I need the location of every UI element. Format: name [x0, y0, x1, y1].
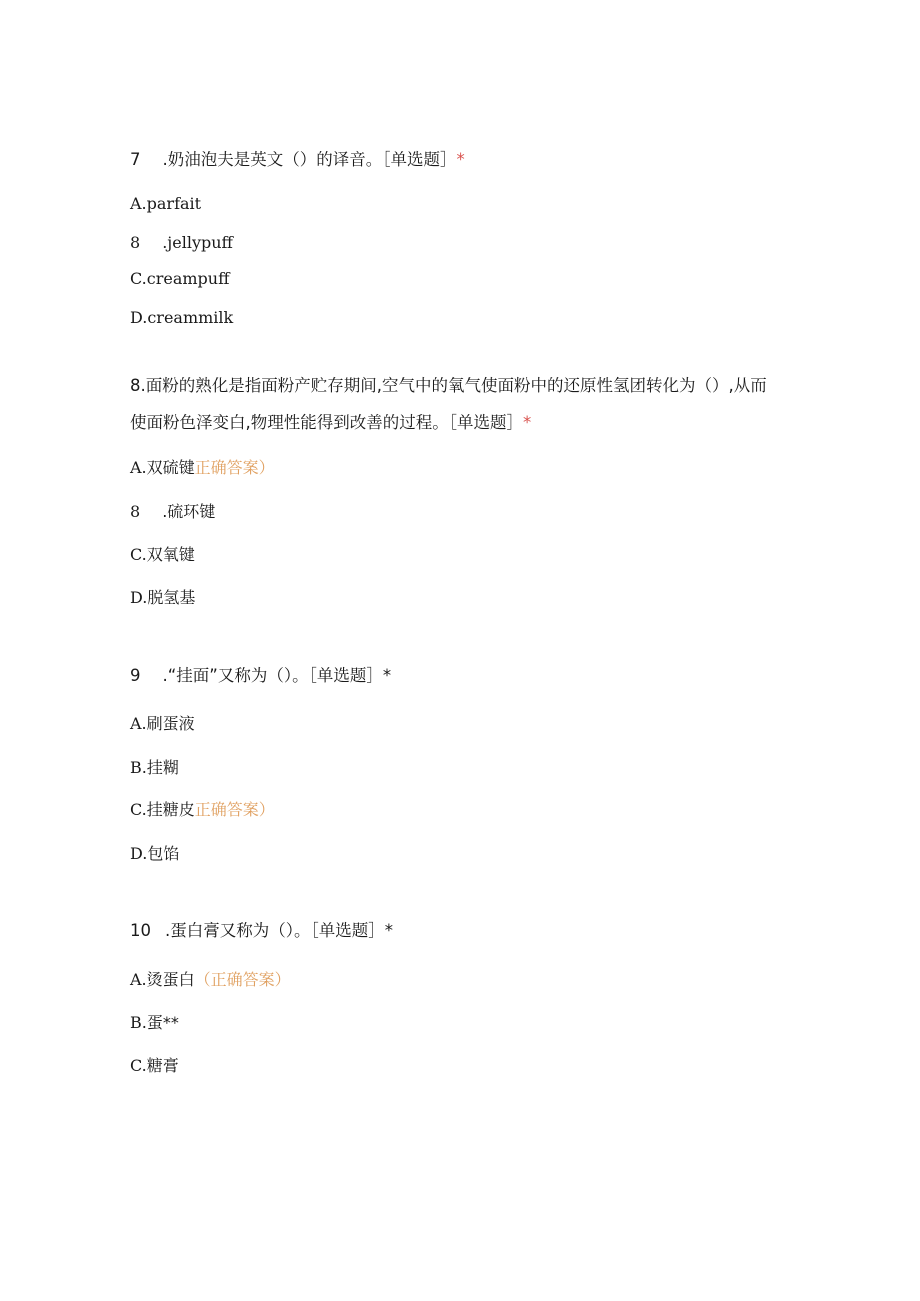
option-text: .jellypuff	[162, 233, 233, 252]
option-10b[interactable]	[130, 1013, 179, 1033]
question-text: .奶油泡夫是英文（）的译音。［单选题］	[162, 150, 457, 169]
required-mark: *	[382, 666, 392, 685]
option-text: 糖膏	[146, 1056, 179, 1075]
question-8-title-line2	[130, 413, 531, 433]
required-mark: *	[523, 413, 532, 432]
option-9c[interactable]	[130, 800, 275, 820]
option-text: 双硫键	[146, 458, 195, 477]
option-text: .硫环键	[162, 502, 216, 521]
option-prefix: B.	[130, 1013, 147, 1032]
option-text: 蛋**	[146, 1013, 179, 1032]
option-text: 包馅	[147, 844, 180, 863]
option-7b[interactable]	[130, 233, 233, 253]
required-mark: *	[456, 150, 465, 169]
question-text: .蛋白膏又称为（）。［单选题］	[165, 921, 385, 940]
question-number: 7	[130, 150, 141, 169]
question-8-title-line1	[130, 376, 767, 396]
option-10a[interactable]	[130, 970, 291, 990]
question-7-title	[130, 150, 465, 170]
question-text: 面粉的熟化是指面粉产贮存期间,空气中的氧气使面粉中的还原性氢团转化为（）,从而	[145, 376, 767, 395]
option-prefix: C.	[130, 800, 147, 819]
option-7c[interactable]	[130, 269, 229, 289]
question-number: 10	[130, 921, 151, 940]
option-text: 挂糊	[146, 758, 179, 777]
option-prefix: A.	[130, 458, 147, 477]
option-prefix: A.	[130, 970, 147, 989]
option-text: creammilk	[147, 308, 234, 327]
question-9-title	[130, 666, 391, 686]
option-8c[interactable]	[130, 545, 195, 565]
option-prefix: A.	[130, 714, 147, 733]
required-mark: *	[384, 921, 393, 940]
correct-answer-tag: 正确答案）	[194, 800, 275, 819]
question-number: 8.	[130, 376, 146, 395]
option-8d[interactable]	[130, 588, 195, 608]
option-prefix: C.	[130, 269, 147, 288]
option-8b[interactable]	[130, 502, 215, 522]
option-prefix: B.	[130, 758, 147, 777]
question-text: .“挂面”又称为（）。［单选题］	[162, 666, 383, 685]
option-prefix: C.	[130, 545, 147, 564]
question-10-title	[130, 921, 393, 941]
option-text: creampuff	[146, 269, 230, 288]
option-7a[interactable]	[130, 194, 201, 214]
option-prefix: C.	[130, 1056, 147, 1075]
option-prefix: D.	[130, 844, 148, 863]
option-text: 双氧键	[146, 545, 195, 564]
option-9a[interactable]	[130, 714, 195, 734]
option-prefix: A.	[130, 194, 147, 213]
option-text: 挂糖皮	[146, 800, 195, 819]
option-text: 刷蛋液	[146, 714, 195, 733]
correct-answer-tag: （正确答案）	[194, 970, 291, 989]
option-10c[interactable]	[130, 1056, 179, 1076]
correct-answer-tag: 正确答案）	[194, 458, 275, 477]
question-text: 使面粉色泽变白,物理性能得到改善的过程。［单选题］	[130, 413, 523, 432]
option-7d[interactable]	[130, 308, 233, 328]
option-prefix: 8	[130, 502, 141, 521]
option-text: parfait	[146, 194, 202, 213]
option-prefix: D.	[130, 308, 148, 327]
option-8a[interactable]	[130, 458, 275, 478]
option-prefix: 8	[130, 233, 141, 252]
question-number: 9	[130, 666, 141, 685]
option-prefix: D.	[130, 588, 148, 607]
option-9d[interactable]	[130, 844, 179, 864]
option-text: 脱氢基	[147, 588, 196, 607]
option-9b[interactable]	[130, 758, 179, 778]
option-text: 烫蛋白	[146, 970, 195, 989]
